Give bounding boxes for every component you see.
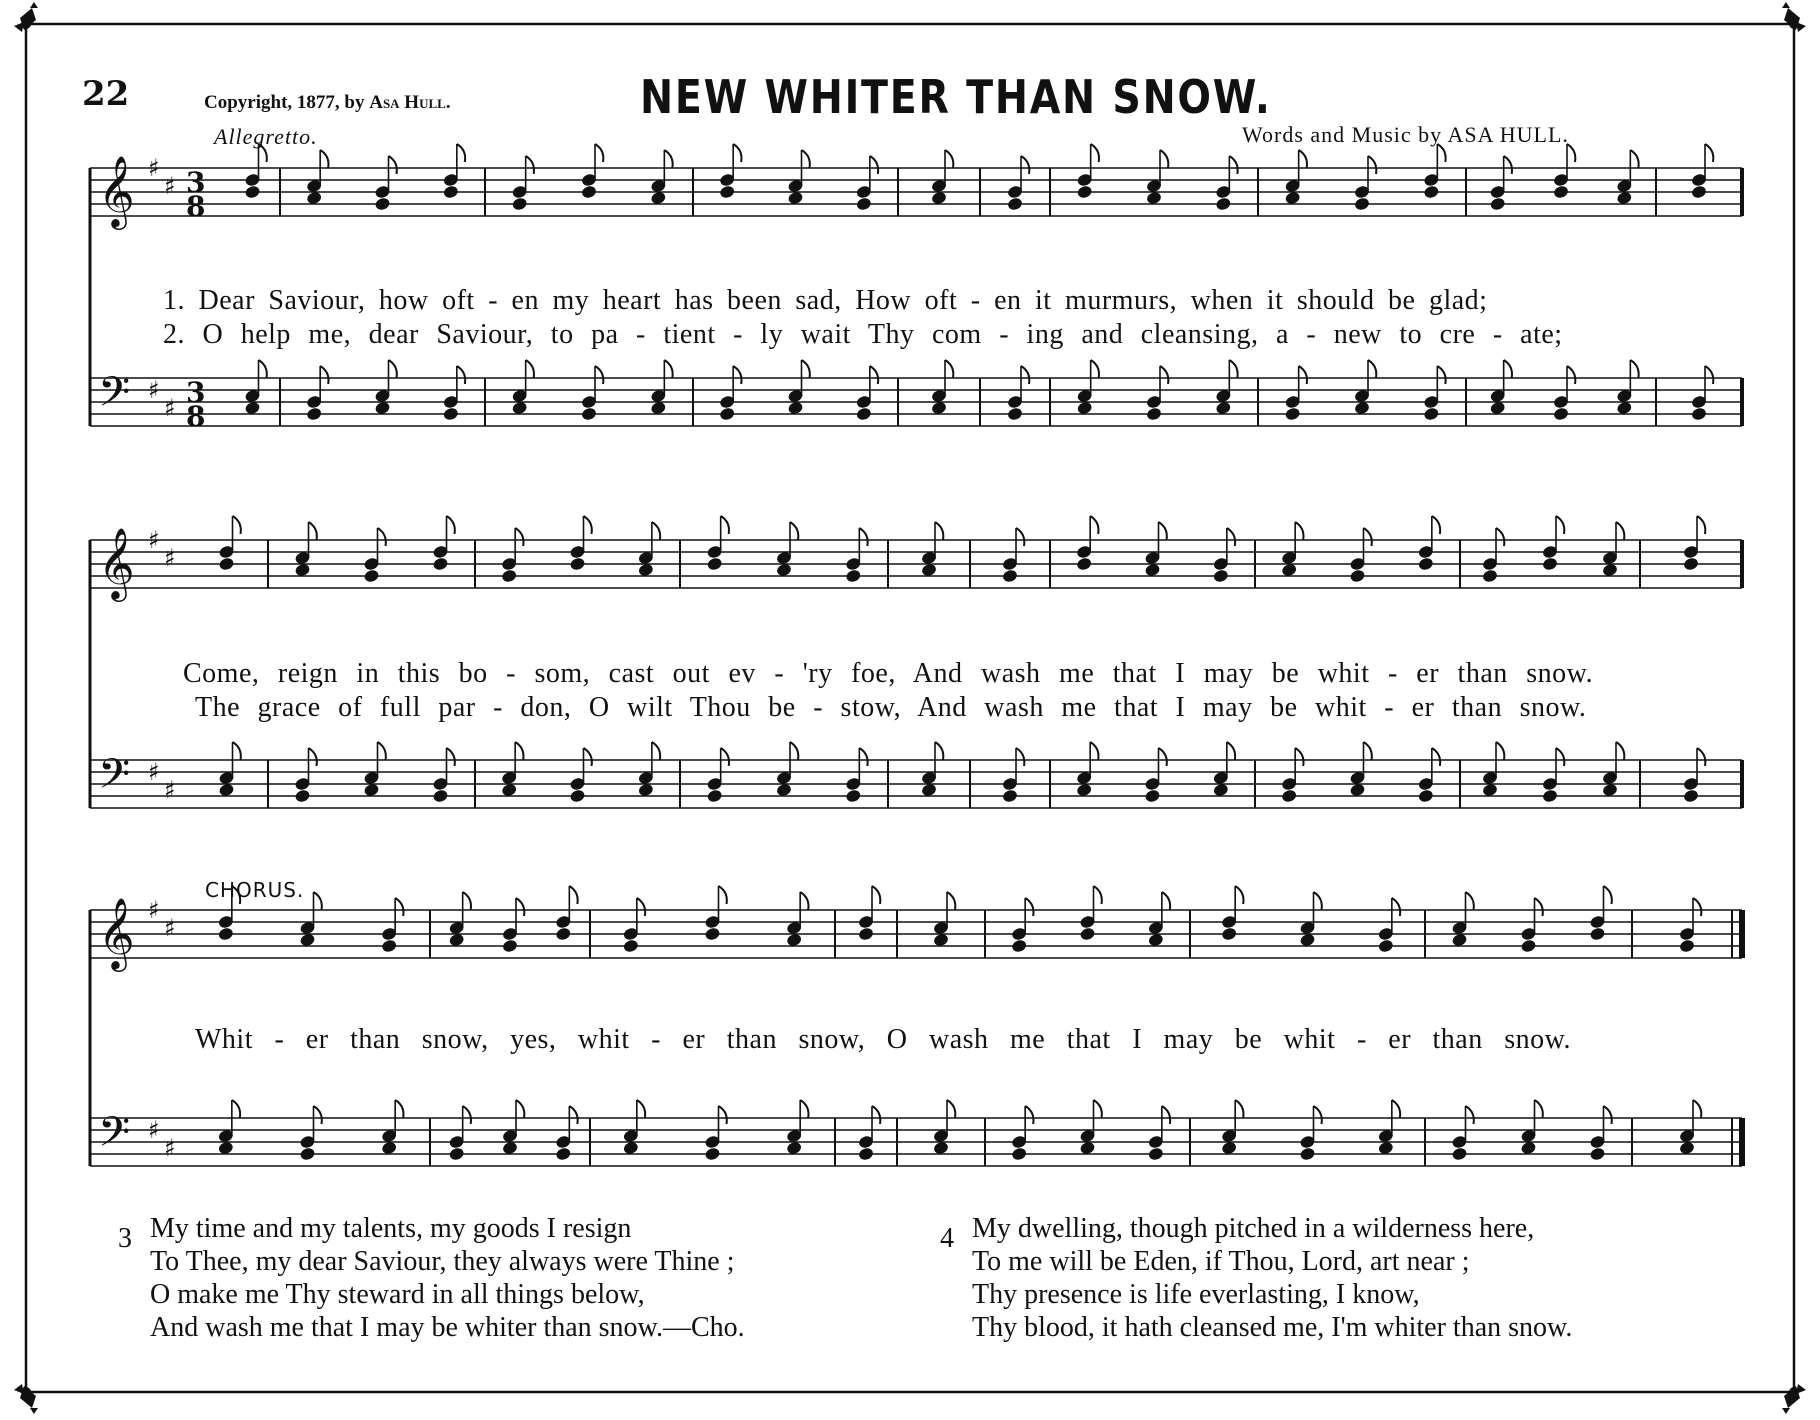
note-flag — [802, 360, 810, 378]
note-flag — [1432, 748, 1440, 766]
notehead — [1002, 568, 1019, 583]
note-flag — [569, 1106, 577, 1124]
note-flag — [1159, 748, 1167, 766]
stanza-line: And wash me that I may be whiter than snow.—Cho. — [150, 1312, 745, 1343]
lyric-line-chorus: Whit - er than snow, yes, whit - er than snow, O wash me that I may be whit - er than snow. — [195, 1024, 1572, 1055]
note-flag — [1604, 1106, 1612, 1124]
note-flag — [1235, 886, 1243, 904]
note-flag — [800, 1100, 808, 1118]
copyright-name: Asa Hull. — [369, 92, 451, 113]
note-flag — [1693, 898, 1701, 916]
note-flag — [1229, 360, 1237, 378]
notehead — [432, 556, 449, 571]
time-signature-top: 3 — [186, 376, 206, 409]
tempo-marking: Allegretto. — [214, 124, 318, 149]
note-flag — [233, 516, 241, 534]
note-flag — [1091, 144, 1099, 162]
notehead — [294, 788, 311, 803]
note-flag — [1299, 150, 1307, 168]
notehead — [1281, 788, 1298, 803]
sharp-icon: ♯ — [148, 526, 160, 554]
notehead — [381, 938, 398, 953]
sharp-icon: ♯ — [164, 776, 176, 804]
treble-clef-icon: 𝄞 — [98, 526, 135, 599]
note-flag — [1295, 748, 1303, 766]
note-flag — [447, 748, 455, 766]
bass-clef-icon: 𝄢 — [98, 750, 131, 808]
sharp-icon: ♯ — [148, 896, 160, 924]
stanza-line: To me will be Eden, if Thou, Lord, art near ; — [972, 1246, 1470, 1277]
note-flag — [664, 360, 672, 378]
note-flag — [1432, 516, 1440, 534]
note-flag — [516, 1100, 524, 1118]
note-flag — [1091, 360, 1099, 378]
note-flag — [872, 886, 880, 904]
note-flag — [232, 1100, 240, 1118]
note-flag — [859, 748, 867, 766]
note-flag — [1392, 898, 1400, 916]
note-flag — [314, 892, 322, 910]
note-flag — [1368, 156, 1376, 174]
note-flag — [395, 898, 403, 916]
notehead — [448, 1146, 465, 1161]
notehead — [306, 406, 323, 421]
sharp-icon: ♯ — [148, 376, 160, 404]
note-flag — [1368, 360, 1376, 378]
notehead — [1007, 196, 1024, 211]
stanza-line: Thy presence is life everlasting, I know, — [972, 1279, 1420, 1310]
lyric-line-verse2-b: The grace of full par - don, O wilt Thou be - stow, And wash me that I may be whit - er than snow. — [195, 692, 1587, 723]
notehead — [1299, 1146, 1316, 1161]
note-flag — [637, 898, 645, 916]
lyric-line-verse2-a: 2. O help me, dear Saviour, to pa - tient - ly wait Thy com - ing and cleansing, a - new to cre - ate; — [163, 319, 1563, 350]
notehead — [432, 788, 449, 803]
note-flag — [515, 742, 523, 760]
note-flag — [1705, 366, 1713, 384]
note-flag — [1229, 156, 1237, 174]
sharp-icon: ♯ — [164, 1134, 176, 1162]
note-flag — [447, 516, 455, 534]
note-flag — [1466, 892, 1474, 910]
note-flag — [1705, 144, 1713, 162]
note-flag — [664, 150, 672, 168]
note-flag — [870, 156, 878, 174]
note-flag — [1437, 144, 1445, 162]
note-flag — [870, 366, 878, 384]
note-flag — [1437, 366, 1445, 384]
notehead — [1354, 196, 1371, 211]
note-flag — [945, 360, 953, 378]
note-flag — [859, 528, 867, 546]
notehead — [1007, 406, 1024, 421]
note-flag — [1392, 1100, 1400, 1118]
notehead — [855, 406, 872, 421]
notehead — [1691, 406, 1708, 421]
note-flag — [1021, 156, 1029, 174]
notehead — [1520, 938, 1537, 953]
note-flag — [515, 528, 523, 546]
note-flag — [1567, 144, 1575, 162]
notehead — [858, 926, 875, 941]
note-flag — [1697, 748, 1705, 766]
note-flag — [1160, 366, 1168, 384]
notehead — [1076, 556, 1093, 571]
note-flag — [733, 144, 741, 162]
notehead — [1683, 556, 1700, 571]
lyric-line-verse1-b: Come, reign in this bo - som, cast out ev - 'ry foe, And wash me that I may be whit - er than snow. — [183, 658, 1594, 689]
notehead — [1683, 788, 1700, 803]
note-flag — [872, 1106, 880, 1124]
note-flag — [947, 892, 955, 910]
treble-clef-icon: 𝄞 — [98, 896, 135, 969]
bass-clef-icon: 𝄢 — [98, 368, 131, 426]
notehead — [1377, 938, 1394, 953]
note-flag — [1025, 898, 1033, 916]
stanza-3 — [118, 1212, 745, 1344]
note-flag — [259, 360, 267, 378]
notehead — [569, 788, 586, 803]
note-flag — [733, 366, 741, 384]
notehead — [363, 568, 380, 583]
note-flag — [935, 522, 943, 540]
note-flag — [584, 516, 592, 534]
note-flag — [1466, 1106, 1474, 1124]
notehead — [719, 406, 736, 421]
note-flag — [595, 366, 603, 384]
note-flag — [802, 150, 810, 168]
notehead — [1542, 556, 1559, 571]
notehead — [1002, 788, 1019, 803]
sharp-icon: ♯ — [164, 914, 176, 942]
notehead — [1451, 1146, 1468, 1161]
notehead — [442, 406, 459, 421]
note-flag — [719, 1106, 727, 1124]
note-flag — [389, 156, 397, 174]
note-flag — [1630, 360, 1638, 378]
note-flag — [721, 748, 729, 766]
note-flag — [1496, 742, 1504, 760]
lyric-line-verse1-a: 1. Dear Saviour, how oft - en my heart has been sad, How oft - en it murmurs, when it should be glad; — [163, 285, 1488, 316]
note-flag — [1162, 1106, 1170, 1124]
note-flag — [1697, 516, 1705, 534]
notehead — [581, 184, 598, 199]
notehead — [845, 788, 862, 803]
notehead — [1349, 568, 1366, 583]
note-flag — [584, 748, 592, 766]
notehead — [374, 196, 391, 211]
treble-clef-icon: 𝄞 — [98, 154, 135, 227]
note-flag — [309, 522, 317, 540]
page-number: 22 — [82, 74, 130, 114]
note-flag — [1630, 150, 1638, 168]
note-flag — [526, 156, 534, 174]
note-flag — [259, 144, 267, 162]
note-flag — [378, 528, 386, 546]
notehead — [855, 196, 872, 211]
notehead — [1147, 1146, 1164, 1161]
note-flag — [569, 886, 577, 904]
note-flag — [595, 144, 603, 162]
note-flag — [395, 1100, 403, 1118]
notehead — [1542, 788, 1559, 803]
notehead — [569, 556, 586, 571]
note-flag — [1094, 886, 1102, 904]
bass-clef-icon: 𝄢 — [98, 1108, 131, 1166]
notehead — [555, 1146, 572, 1161]
notehead — [1553, 406, 1570, 421]
note-flag — [1314, 892, 1322, 910]
notehead — [1553, 184, 1570, 199]
note-flag — [463, 892, 471, 910]
note-flag — [637, 1100, 645, 1118]
note-flag — [1556, 748, 1564, 766]
note-flag — [1090, 516, 1098, 534]
sharp-icon: ♯ — [148, 1116, 160, 1144]
sharp-icon: ♯ — [164, 172, 176, 200]
notehead — [1011, 938, 1028, 953]
stanza-4 — [940, 1212, 1573, 1344]
notehead — [719, 184, 736, 199]
notehead — [1589, 926, 1606, 941]
notehead — [299, 1146, 316, 1161]
notehead — [1284, 406, 1301, 421]
stanza-line: Thy blood, it hath cleansed me, I'm whiter than snow. — [972, 1312, 1573, 1343]
note-flag — [1227, 528, 1235, 546]
note-flag — [1021, 366, 1029, 384]
notehead — [1076, 184, 1093, 199]
notehead — [704, 1146, 721, 1161]
copyright-prefix: Copyright, 1877, by — [204, 92, 365, 113]
notehead — [581, 406, 598, 421]
note-flag — [1227, 742, 1235, 760]
note-flag — [1025, 1106, 1033, 1124]
time-signature-top: 3 — [186, 166, 206, 199]
notehead — [1423, 406, 1440, 421]
notehead — [704, 926, 721, 941]
notehead — [1212, 568, 1229, 583]
note-flag — [947, 1100, 955, 1118]
notehead — [555, 926, 572, 941]
note-flag — [320, 366, 328, 384]
note-flag — [1604, 886, 1612, 904]
notehead — [1144, 788, 1161, 803]
note-flag — [320, 150, 328, 168]
notehead — [1417, 788, 1434, 803]
note-flag — [790, 742, 798, 760]
notehead — [217, 926, 234, 941]
note-flag — [945, 150, 953, 168]
note-flag — [1016, 748, 1024, 766]
notehead — [1011, 1146, 1028, 1161]
stanza-line: To Thee, my dear Saviour, they always were Thine ; — [150, 1246, 735, 1277]
sharp-icon: ♯ — [164, 394, 176, 422]
note-flag — [719, 886, 727, 904]
notehead — [858, 1146, 875, 1161]
hymn-title: NEW WHITER THAN SNOW. — [640, 70, 1272, 124]
note-flag — [1616, 742, 1624, 760]
note-flag — [1295, 522, 1303, 540]
notehead — [1482, 568, 1499, 583]
notehead — [706, 788, 723, 803]
note-flag — [457, 144, 465, 162]
note-flag — [652, 742, 660, 760]
notehead — [218, 556, 235, 571]
notehead — [1079, 926, 1096, 941]
note-flag — [1016, 528, 1024, 546]
notehead — [502, 938, 519, 953]
time-signature-bottom: 8 — [186, 190, 206, 223]
notehead — [1215, 196, 1232, 211]
note-flag — [1535, 1100, 1543, 1118]
note-flag — [1693, 1100, 1701, 1118]
note-flag — [1504, 360, 1512, 378]
note-flag — [1504, 156, 1512, 174]
notehead — [511, 196, 528, 211]
chorus-label: CHORUS. — [205, 878, 305, 902]
note-flag — [721, 516, 729, 534]
note-flag — [1496, 528, 1504, 546]
note-flag — [463, 1106, 471, 1124]
note-flag — [1160, 150, 1168, 168]
notehead — [1589, 1146, 1606, 1161]
notehead — [1146, 406, 1163, 421]
notehead — [1423, 184, 1440, 199]
note-flag — [1567, 366, 1575, 384]
note-flag — [378, 742, 386, 760]
note-flag — [1535, 898, 1543, 916]
notehead — [442, 184, 459, 199]
sharp-icon: ♯ — [164, 544, 176, 572]
note-flag — [457, 366, 465, 384]
stanza-line: O make me Thy steward in all things below, — [150, 1279, 645, 1310]
note-flag — [309, 748, 317, 766]
note-flag — [1094, 1100, 1102, 1118]
notehead — [1221, 926, 1238, 941]
note-flag — [1556, 516, 1564, 534]
time-signature-bottom: 8 — [186, 400, 206, 433]
notehead — [501, 568, 518, 583]
notehead — [622, 938, 639, 953]
stanza-line: My time and my talents, my goods I resign — [150, 1213, 632, 1244]
note-flag — [1162, 892, 1170, 910]
note-flag — [800, 892, 808, 910]
note-flag — [1235, 1100, 1243, 1118]
note-flag — [1314, 1106, 1322, 1124]
note-flag — [1159, 522, 1167, 540]
notehead — [845, 568, 862, 583]
stanza-number: 3 — [118, 1223, 132, 1254]
notehead — [1691, 184, 1708, 199]
notehead — [1489, 196, 1506, 211]
note-flag — [1090, 742, 1098, 760]
note-flag — [233, 742, 241, 760]
note-flag — [935, 742, 943, 760]
notehead — [1417, 556, 1434, 571]
note-flag — [652, 522, 660, 540]
stanza-number: 4 — [940, 1223, 954, 1254]
note-flag — [1299, 366, 1307, 384]
note-flag — [1364, 528, 1372, 546]
note-flag — [1364, 742, 1372, 760]
note-flag — [1616, 522, 1624, 540]
note-flag — [389, 360, 397, 378]
note-flag — [526, 360, 534, 378]
notehead — [1679, 938, 1696, 953]
notehead — [706, 556, 723, 571]
composer-credit: Words and Music by ASA HULL. — [1242, 122, 1569, 147]
note-flag — [790, 522, 798, 540]
note-flag — [314, 1106, 322, 1124]
note-flag — [516, 898, 524, 916]
notehead — [244, 184, 261, 199]
sharp-icon: ♯ — [148, 758, 160, 786]
stanza-line: My dwelling, though pitched in a wilderness here, — [972, 1213, 1535, 1244]
sharp-icon: ♯ — [148, 154, 160, 182]
